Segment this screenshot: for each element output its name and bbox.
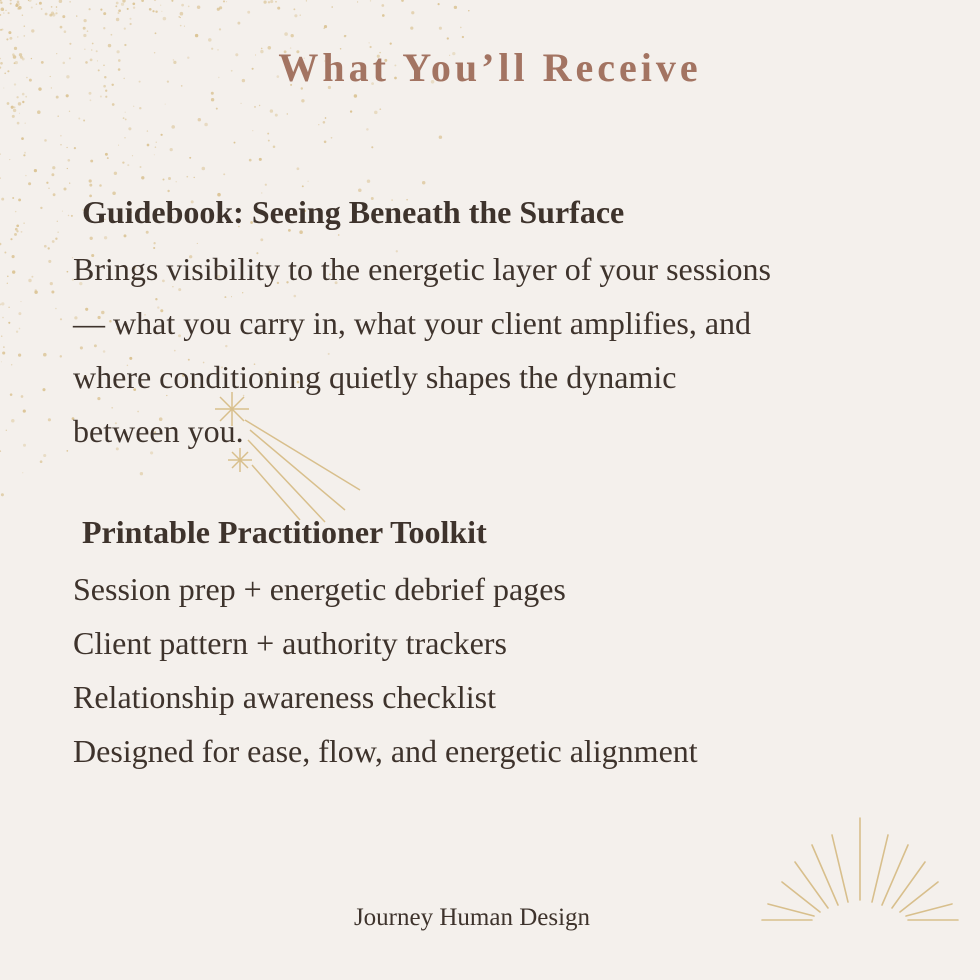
section-heading-toolkit: Printable Practitioner Toolkit [82,514,487,550]
list-item: Relationship awareness checklist [73,679,496,715]
list-item: Designed for ease, flow, and energetic alignment [73,733,698,769]
description-line: Brings visibility to the energetic layer of your sessions [73,251,771,287]
description-line: where conditioning quietly shapes the dynamic [73,359,677,395]
description-line: between you. [73,413,244,449]
toolkit-list [73,562,913,778]
description-line: — what you carry in, what your client amplifies, and [73,305,752,341]
brand-footer: Journey Human Design [353,904,591,931]
list-item: Client pattern + authority trackers [73,625,507,661]
page-title: What You’ll Receive [278,45,702,90]
section-heading-guidebook: Guidebook: Seeing Beneath the Surface [82,194,625,230]
guidebook-description [73,242,913,458]
list-item: Session prep + energetic debrief pages [73,571,566,607]
